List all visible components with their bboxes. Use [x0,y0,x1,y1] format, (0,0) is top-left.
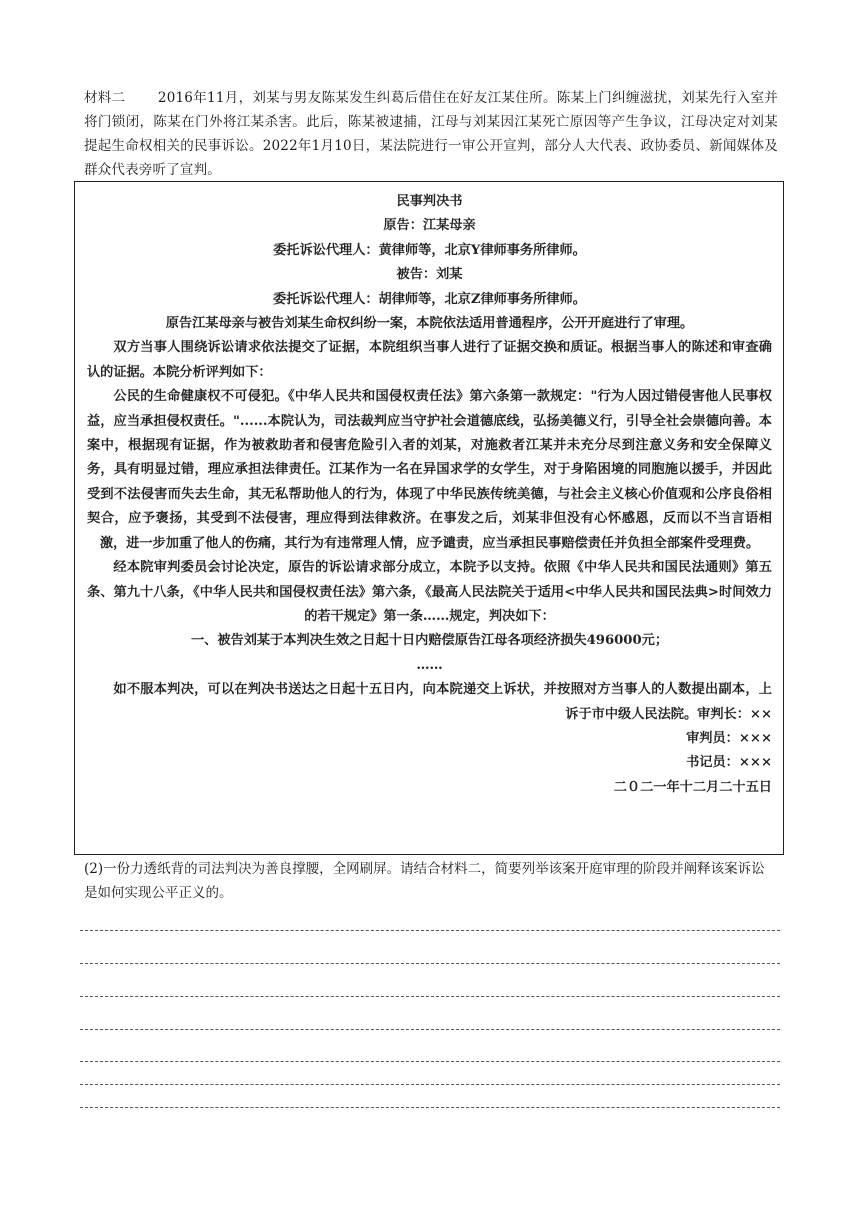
answer-line[interactable] [80,1061,780,1062]
plaintiff-line: 原告：江某母亲 [383,218,476,234]
case-intro-paragraph: 原告江某母亲与被告刘某生命权纠纷一案，本院依法适用普通程序，公开开庭进行了审理。 [165,316,694,332]
ruling-ellipsis: …… [416,657,443,673]
answer-line[interactable] [80,1107,780,1108]
decision-basis-paragraph: 经本院审判委员会讨论决定，原告的诉讼请求部分成立，本院予以支持。依照《中华人民共和国民法通则》第五条、第九十八条，《中华人民共和国侵权责任法》第六条，《最高人民法院关于适用<中华人民共和国民法典>时间效力的若干规定》第一条……规定，判决如下： [87,560,772,624]
civil-judgment [87,190,772,800]
material-text: 2016年11月，刘某与男友陈某发生纠葛后借住在好友江某住所。陈某上门纠缠滋扰，刘某先行入室并将门锁闭，陈某在门外将江某杀害。此后，陈某被逮捕，江母与刘某因江某死亡原因等产生争议，江母决定对刘某提起生命权相关的民事诉讼。2022年1月10日，某法院进行一审公开宣判，部分人大代表、政协委员、新闻媒体及群众代表旁听了宣判。 [84,90,778,178]
answer-line[interactable] [80,930,780,931]
judge-signature: 审判员：××× [686,730,772,746]
appeal-paragraph: 如不服本判决，可以在判决书送达之日起十五日内，向本院递交上诉状，并按照对方当事人的人数提出副本，上诉于市中级人民法院。审判长：×× [113,682,772,722]
judgment-date: 二０二一年十二月二十五日 [613,779,772,795]
defendant-agent-line: 委托诉讼代理人：胡律师等，北京Z律师事务所律师。 [273,291,586,307]
ruling-item-one: 一、被告刘某于本判决生效之日起十日内赔偿原告江母各项经济损失496000元； [190,633,669,649]
material-two-paragraph [84,86,778,182]
question-two: (2)一份力透纸背的司法判决为善良撑腰，全网刷屏。请结合材料二，简要列举该案开庭审理的阶段并阐释该案诉讼是如何实现公平正义的。 [84,861,765,901]
answer-line[interactable] [80,1084,780,1085]
answer-line[interactable] [80,1029,780,1030]
judgment-document-box [74,181,784,855]
judgment-title: 民事判决书 [396,194,463,209]
answer-line[interactable] [80,963,780,964]
clerk-signature: 书记员：××× [686,755,772,771]
plaintiff-agent-line: 委托诉讼代理人：黄律师等，北京Y律师事务所律师。 [273,242,586,258]
defendant-line: 被告：刘某 [396,267,463,283]
answer-line[interactable] [80,996,780,997]
analysis-paragraph: 公民的生命健康权不可侵犯。《中华人民共和国侵权责任法》第六条第一款规定："行为人因过错侵害他人民事权益，应当承担侵权责任。"......本院认为，司法裁判应当守护社会道德底线，弘扬美德义行，引导全社会崇德向善。本案中，根据现有证据，作为被救助者和侵害危险引入者的刘某，对施救者江某并未充分尽到注意义务和安全保障义务，具有明显过错，理应承担法律责任。江某作为一名在异国求学的女学生，对于身陷困境的同胞施以援手，并因此受到不法侵害而失去生命，其无私帮助他人的行为，体现了中华民族传统美德，与社会主义核心价值观和公序良俗相契合，应予褒扬，其受到不法侵害，理应得到法律救济。在事发之后，刘某非但没有心怀感恩，反而以不当言语相激，进一步加重了他人的伤痛，其行为有违常理人情，应予谴责，应当承担民事赔偿责任并负担全部案件受理费。 [87,389,772,551]
evidence-paragraph: 双方当事人围绕诉讼请求依法提交了证据，本院组织当事人进行了证据交换和质证。根据当事人的陈述和审查确认的证据。本院分析评判如下： [87,340,772,380]
material-label: 材料二 [84,90,126,106]
